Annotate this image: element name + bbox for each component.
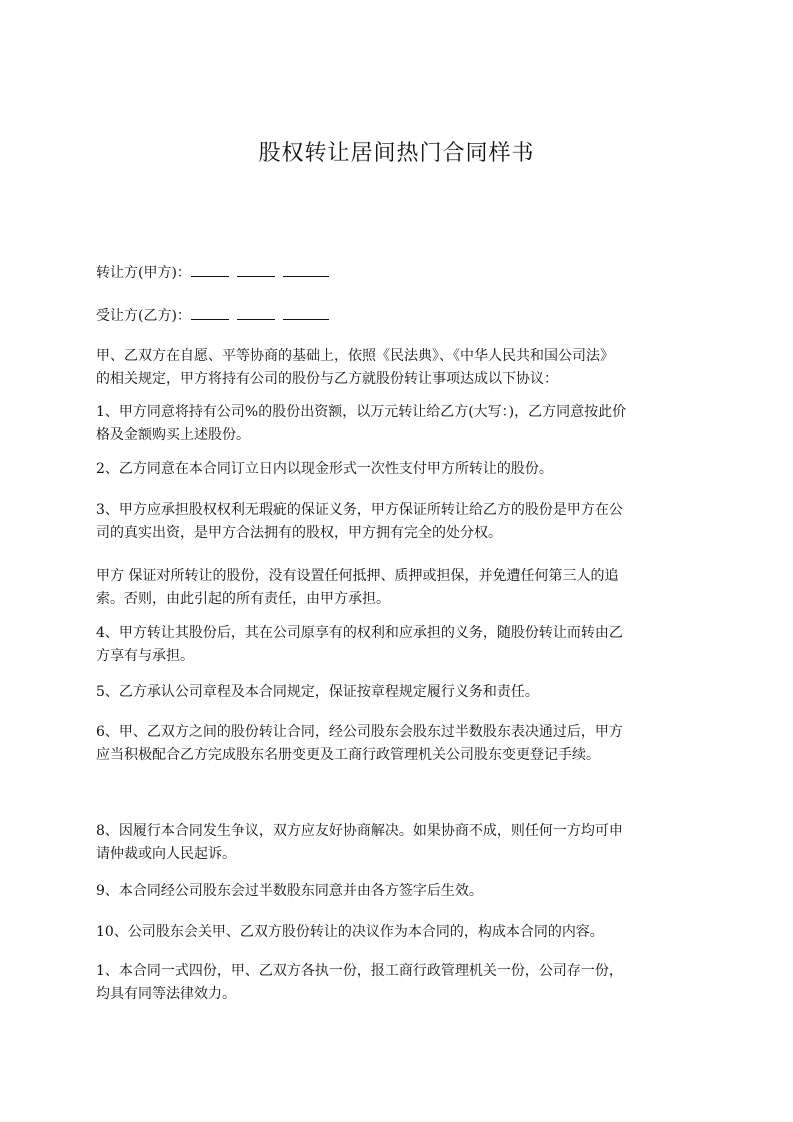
text-line: 6、甲、乙双方之间的股份转让合同，经公司股东会股东过半数股东表决通过后，甲方 — [96, 724, 623, 740]
text-line: 索。否则，由此引起的所有责任，由甲方承担。 — [96, 591, 390, 607]
text-line: 格及金额购买上述股份。 — [96, 427, 250, 443]
text-line: 2、乙方同意在本合同订立日内以现金形式一次性支付甲方所转让的股份。 — [96, 461, 553, 477]
text-line: 1、本合同一式四份，甲、乙双方各执一份，报工商行政管理机关一份，公司存一份， — [96, 963, 623, 979]
text-line: 方享有与承担。 — [96, 648, 194, 664]
text-line: 9、本合同经公司股东会过半数股东同意并由各方签字后生效。 — [96, 883, 483, 899]
clause-4 — [96, 622, 696, 668]
transferee-label: 受让方(乙方)： — [96, 308, 191, 324]
text-line: 的相关规定，甲方将持有公司的股份与乙方就股份转让事项达成以下协议： — [96, 371, 558, 387]
transferor-line — [96, 262, 696, 285]
text-line: 1、甲方同意将持有公司%的股份出资额，以万元转让给乙方(大写：)，乙方同意按此价 — [96, 404, 627, 420]
preamble — [96, 345, 696, 391]
clause-3 — [96, 499, 696, 545]
blank-field — [191, 305, 229, 320]
blank-field — [283, 262, 329, 277]
text-line: 甲方 保证对所转让的股份，没有设置任何抵押、质押或担保，并免遭任何第三人的追 — [96, 568, 619, 584]
text-line: 司的真实出资，是甲方合法拥有的股权，甲方拥有完全的处分权。 — [96, 525, 502, 541]
text-line: 3、甲方应承担股权权利无瑕疵的保证义务，甲方保证所转让给乙方的股份是甲方在公 — [96, 502, 623, 518]
document-title: 股权转让居间热门合同样书 — [258, 141, 535, 166]
text-line: 请仲裁或向人民起诉。 — [96, 846, 236, 862]
clause-6 — [96, 721, 696, 767]
clause-3-guarantee — [96, 565, 696, 611]
text-line: 甲、乙双方在自愿、平等协商的基础上，依照《民法典》、《中华人民共和国公司法》 — [96, 348, 614, 364]
clause-10 — [96, 921, 696, 944]
clause-8 — [96, 820, 696, 866]
clause-5 — [96, 681, 696, 704]
text-line: 均具有同等法律效力。 — [96, 986, 236, 1002]
text-line: 4、甲方转让其股份后，其在公司原享有的权利和应承担的义务，随股份转让而转由乙 — [96, 625, 623, 641]
blank-field — [191, 262, 229, 277]
clause-copies — [96, 960, 696, 1006]
blank-field — [237, 305, 275, 320]
blank-field — [283, 305, 329, 320]
clause-2 — [96, 458, 696, 481]
transferor-label: 转让方(甲方)： — [96, 265, 191, 281]
transferee-line — [96, 305, 696, 328]
text-line: 5、乙方承认公司章程及本合同规定，保证按章程规定履行义务和责任。 — [96, 684, 539, 700]
text-line: 10、公司股东会关甲、乙双方股份转让的决议作为本合同的，构成本合同的内容。 — [96, 924, 604, 940]
text-line: 应当积极配合乙方完成股东名册变更及工商行政管理机关公司股东变更登记手续。 — [96, 747, 600, 763]
text-line: 8、因履行本合同发生争议，双方应友好协商解决。如果协商不成，则任何一方均可申 — [96, 823, 623, 839]
clause-1 — [96, 401, 696, 447]
clause-9 — [96, 880, 696, 903]
blank-field — [237, 262, 275, 277]
